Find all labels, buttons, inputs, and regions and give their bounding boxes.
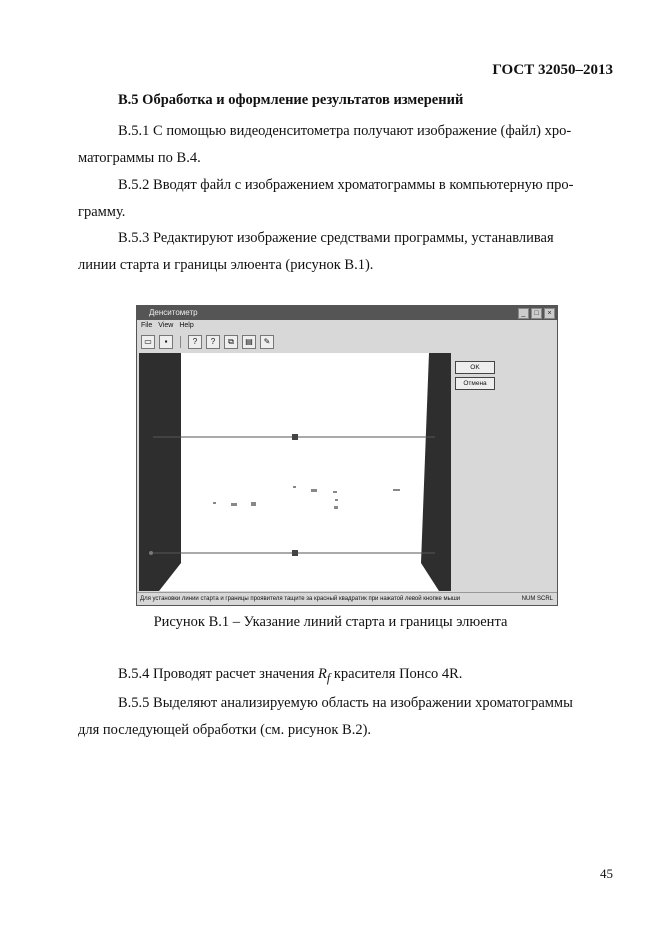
page-number: 45: [600, 866, 613, 881]
status-bar: [137, 592, 557, 605]
status-text: Для установки линии старта и границы проявителя тащите за красный квадратик при нажатой левой кнопке мыши: [140, 596, 461, 602]
figure-screenshot: [136, 305, 558, 606]
open-icon[interactable]: ▭: [141, 335, 155, 349]
window-titlebar: [137, 306, 557, 320]
menu-file[interactable]: File: [141, 322, 153, 329]
ok-button[interactable]: OK: [455, 361, 495, 374]
save-icon[interactable]: ▪: [159, 335, 173, 349]
close-icon[interactable]: ×: [544, 308, 555, 319]
minimize-icon[interactable]: _: [518, 308, 529, 319]
side-panel: [455, 361, 495, 393]
b54-pre: В.5.4 Проводят расчет значения: [118, 666, 319, 682]
cancel-button[interactable]: Отмена: [455, 377, 495, 390]
maximize-icon[interactable]: □: [531, 308, 542, 319]
toolbar-separator: [180, 336, 181, 348]
window-title: Денситометр: [149, 308, 198, 317]
status-indicators: NUM SCRL: [521, 596, 553, 602]
toolbar: [137, 333, 557, 351]
b51-line1: В.5.1 С помощью видеоденситометра получают изображение (файл) хро-: [118, 123, 572, 139]
print-icon[interactable]: ▤: [242, 335, 256, 349]
b54-post: красителя Понсо 4R.: [330, 666, 463, 682]
paragraph-b52: [78, 172, 613, 225]
chromatogram-plate: [139, 353, 451, 591]
section-heading: В.5 Обработка и оформление результатов измерений: [118, 92, 464, 108]
tools-icon[interactable]: ✎: [260, 335, 274, 349]
menu-bar: [137, 320, 557, 331]
b52-line2: грамму.: [78, 203, 126, 220]
figure-caption: Рисунок В.1 – Указание линий старта и границы элюента: [153, 614, 508, 630]
b55-line1: В.5.5 Выделяют анализируемую область на изображении хроматограммы: [118, 695, 573, 711]
menu-view[interactable]: View: [158, 322, 174, 329]
paragraph-b51: [78, 118, 613, 171]
b55-line2: для последующей обработки (см. рисунок В.2).: [78, 721, 372, 738]
paragraph-b53: [78, 225, 613, 278]
b51-line2: матограммы по В.4.: [78, 149, 201, 166]
copy-icon[interactable]: ⧉: [224, 335, 238, 349]
b53-line1: В.5.3 Редактируют изображение средствами программы, устанавливая: [118, 230, 554, 246]
rf-subscript: f: [326, 670, 331, 685]
rf-symbol: R: [318, 666, 327, 682]
context-help-icon[interactable]: ?: [206, 335, 220, 349]
paragraph-b55: [78, 690, 613, 743]
b53-line2: линии старта и границы элюента (рисунок В.1).: [78, 256, 374, 273]
help-icon[interactable]: ?: [188, 335, 202, 349]
standard-number: ГОСТ 32050–2013: [492, 62, 613, 78]
paragraph-b54: [78, 661, 613, 691]
chromatogram-image[interactable]: [139, 353, 451, 591]
b52-line1: В.5.2 Вводят файл с изображением хроматограммы в компьютерную про-: [118, 177, 574, 193]
menu-help[interactable]: Help: [179, 322, 194, 329]
